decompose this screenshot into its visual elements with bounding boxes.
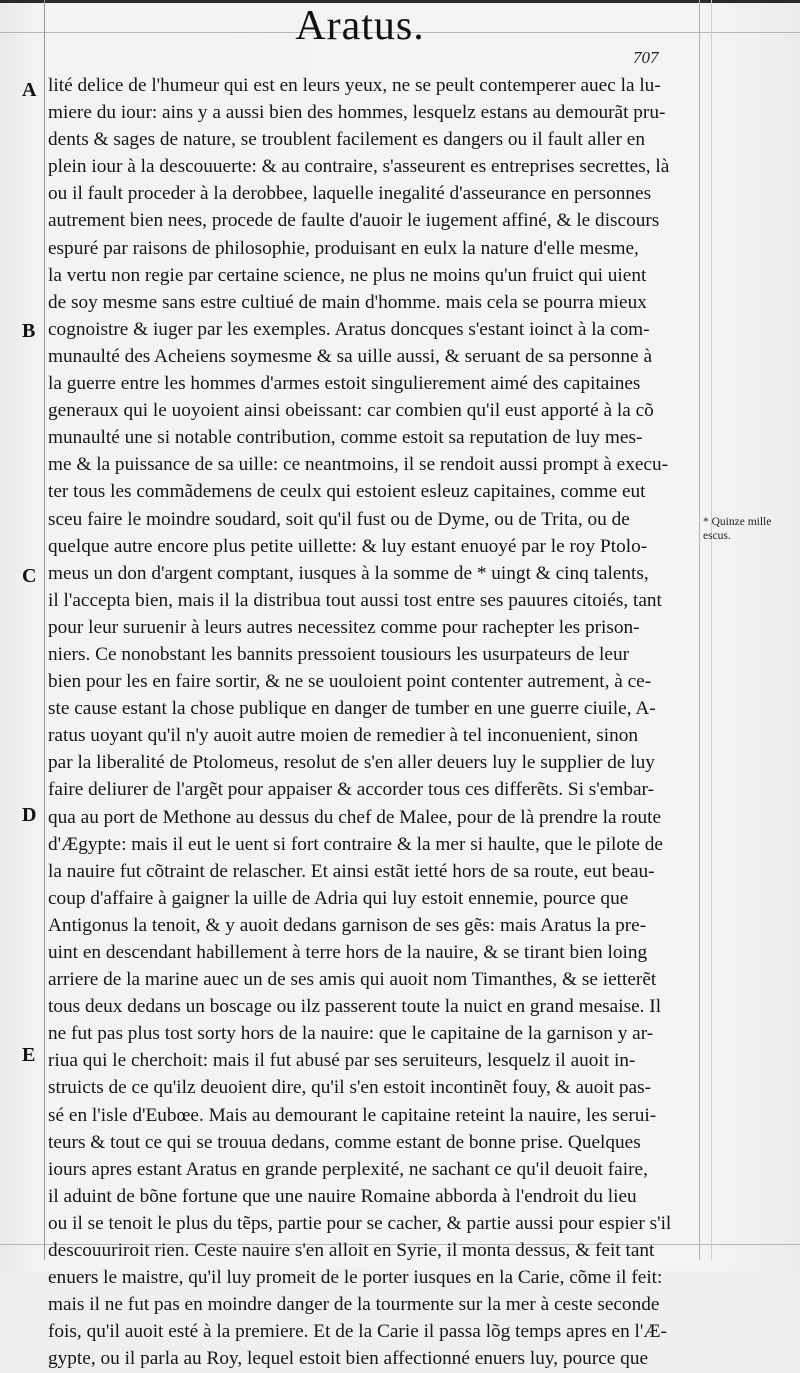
text-line: autrement bien nees, procede de faulte d'auoir le iugement affiné, & le discours bbox=[48, 210, 660, 232]
text-line: la nauire fut cõtraint de relascher. Et ainsi estãt ietté hors de sa route, eut beau- bbox=[48, 860, 655, 882]
text-line: par la liberalité de Ptolomeus, resolut de s'en aller deuers luy le supplier de luy bbox=[48, 752, 655, 774]
text-line: munaulté une si notable contribution, comme estoit sa reputation de luy mes- bbox=[48, 427, 643, 449]
text-line: meus un don d'argent comptant, iusques à la somme de * uingt & cinq talents, bbox=[48, 562, 649, 584]
text-line: pour leur suruenir à leurs autres necessitez comme pour rachepter les prison- bbox=[48, 616, 640, 638]
margin-letter-c: C bbox=[22, 565, 37, 587]
right-margin-rule bbox=[699, 0, 700, 1260]
left-margin-rule bbox=[44, 0, 45, 1260]
text-line: d'Ægypte: mais il eut le uent si fort contraire & la mer si haulte, que le pilote de bbox=[48, 833, 663, 855]
text-line: mais il ne fut pas en moindre danger de la tourmente sur la mer à ceste seconde bbox=[48, 1294, 660, 1316]
marginal-note bbox=[703, 515, 798, 543]
text-line: lité delice de l'humeur qui est en leurs yeux, ne se peult contemperer auec la lu- bbox=[48, 75, 661, 96]
text-line: gypte, ou il parla au Roy, lequel estoit bien affectionné enuers luy, pource que bbox=[48, 1348, 649, 1370]
text-line: la vertu non regie par certaine science, ne plus ne moins qu'un fruict qui uient bbox=[48, 264, 647, 286]
text-line: me & la puissance de sa uille: ce neantmoins, il se rendoit aussi prompt à execu- bbox=[48, 454, 669, 476]
text-line: niers. Ce nonobstant les bannits pressoient tousiours les usurpateurs de leur bbox=[48, 643, 630, 665]
text-line: sé en l'isle d'Eubœe. Mais au demourant le capitaine reteint la nauire, les serui- bbox=[48, 1104, 657, 1126]
text-line: fois, qu'il auoit esté à la premiere. Et de la Carie il passa lõg temps apres en l'Æ- bbox=[48, 1321, 667, 1343]
text-line: teurs & tout ce qui se trouua dedans, comme estant de bonne prise. Quelques bbox=[48, 1131, 641, 1153]
text-line: munaulté des Acheiens soymesme & sa uille aussi, & seruant de sa personne à bbox=[48, 345, 652, 367]
outer-margin-rule bbox=[711, 0, 712, 1260]
margin-letter-e: E bbox=[22, 1044, 36, 1066]
text-line: miere du iour: ains y a aussi bien des hommes, lesquelz estans au demourãt pru- bbox=[48, 102, 666, 124]
text-line: generaux qui le uoyoient ainsi obeissant: car combien qu'il eust apporté à la cõ bbox=[48, 400, 654, 422]
text-line: ou il se tenoit le plus du tẽps, partie pour se cacher, & partie aussi pour espier s'il bbox=[48, 1212, 672, 1234]
folio-number: 707 bbox=[633, 48, 659, 67]
text-line: cognoistre & iuger par les exemples. Aratus doncques s'estant ioinct à la com- bbox=[48, 318, 650, 340]
text-line: Antigonus la tenoit, & y auoit dedans garnison de ses gẽs: mais Aratus la pre- bbox=[48, 914, 647, 936]
text-line: enuers le maistre, qu'il luy promeit de le porter iusques en la Carie, cõme il feit: bbox=[48, 1267, 663, 1289]
text-line: sceu faire le moindre soudard, soit qu'il fust ou de Dyme, ou de Trita, ou de bbox=[48, 508, 630, 530]
text-line: uint en descendant habillement à terre hors de la nauire, & se tirant bien loing bbox=[48, 942, 648, 963]
text-line: faire deliurer de l'argẽt pour appaiser & accorder tous ces differẽts. Si s'embar- bbox=[48, 779, 654, 801]
text-line: qua au port de Methone au dessus du chef de Malee, pour de là prendre la route bbox=[48, 806, 662, 828]
body-text bbox=[48, 72, 698, 1373]
text-line: ste cause estant la chose publique en danger de tumber en une guerre ciuile, A- bbox=[48, 698, 656, 720]
text-line: ne fut pas plus tost sorty hors de la nauire: que le capitaine de la garnison y ar- bbox=[48, 1023, 654, 1045]
text-line: de soy mesme sans estre cultiué de main d'homme. mais cela se pourra mieux bbox=[48, 291, 647, 313]
note-text: Quinze mille escus. bbox=[703, 516, 772, 542]
text-line: tous deux dedans un boscage ou ilz passerent toute la nuict en grand mesaise. Il bbox=[48, 996, 662, 1018]
margin-letter-d: D bbox=[22, 804, 37, 826]
text-line: il l'accepta bien, mais il la distribua tout aussi tost entre ses pauures citoiés, tant bbox=[48, 589, 662, 611]
text-line: ter tous les commãdemens de ceulx qui estoient esleuz capitaines, comme eut bbox=[48, 481, 646, 503]
text-line: descouuriroit rien. Ceste nauire s'en alloit en Syrie, il monta dessus, & feit tant bbox=[48, 1240, 655, 1262]
text-line: il aduint de bõne fortune que une nauire Romaine abborda à l'endroit du lieu bbox=[48, 1185, 637, 1207]
running-head: Aratus. bbox=[295, 3, 425, 49]
text-line: arriere de la marine auec un de ses amis qui auoit nom Timanthes, & se ietterẽt bbox=[48, 969, 657, 991]
note-marker: * bbox=[703, 516, 709, 528]
margin-letter-b: B bbox=[22, 320, 36, 342]
text-line: iours apres estant Aratus en grande perplexité, ne sachant ce qu'il deuoit faire, bbox=[48, 1158, 648, 1180]
text-line: ratus uoyant qu'il n'y auoit autre moien de remedier à tel inconuenient, sinon bbox=[48, 725, 639, 747]
text-line: espuré par raisons de philosophie, produisant en eulx la nature d'elle mesme, bbox=[48, 237, 639, 259]
text-line: coup d'affaire à gaigner la uille de Adria qui luy estoit ennemie, pource que bbox=[48, 887, 629, 909]
text-line: riua qui le cherchoit: mais il fut abusé par ses seruiteurs, lesquelz il auoit in- bbox=[48, 1050, 636, 1072]
text-line: plein iour à la descouuerte: & au contraire, s'asseurent es entreprises secrettes, là bbox=[48, 156, 670, 178]
margin-letter-a: A bbox=[22, 79, 37, 101]
text-line: bien pour les en faire sortir, & ne se uouloient point contenter autrement, à ce- bbox=[48, 671, 652, 693]
text-line: quelque autre encore plus petite uillette: & luy estant enuoyé par le roy Ptolo- bbox=[48, 535, 648, 557]
text-line: ou il fault proceder à la derobbee, laquelle inegalité d'asseurance en personnes bbox=[48, 183, 652, 205]
text-line: dents & sages de nature, se troublent facilement es dangers ou il fault aller en bbox=[48, 129, 645, 151]
text-line: struicts de ce qu'ilz deuoient dire, qu'il s'en estoit incontinẽt fouy, & auoit pas- bbox=[48, 1077, 651, 1099]
text-line: la guerre entre les hommes d'armes estoit singulierement aimé des capitaines bbox=[48, 373, 641, 395]
